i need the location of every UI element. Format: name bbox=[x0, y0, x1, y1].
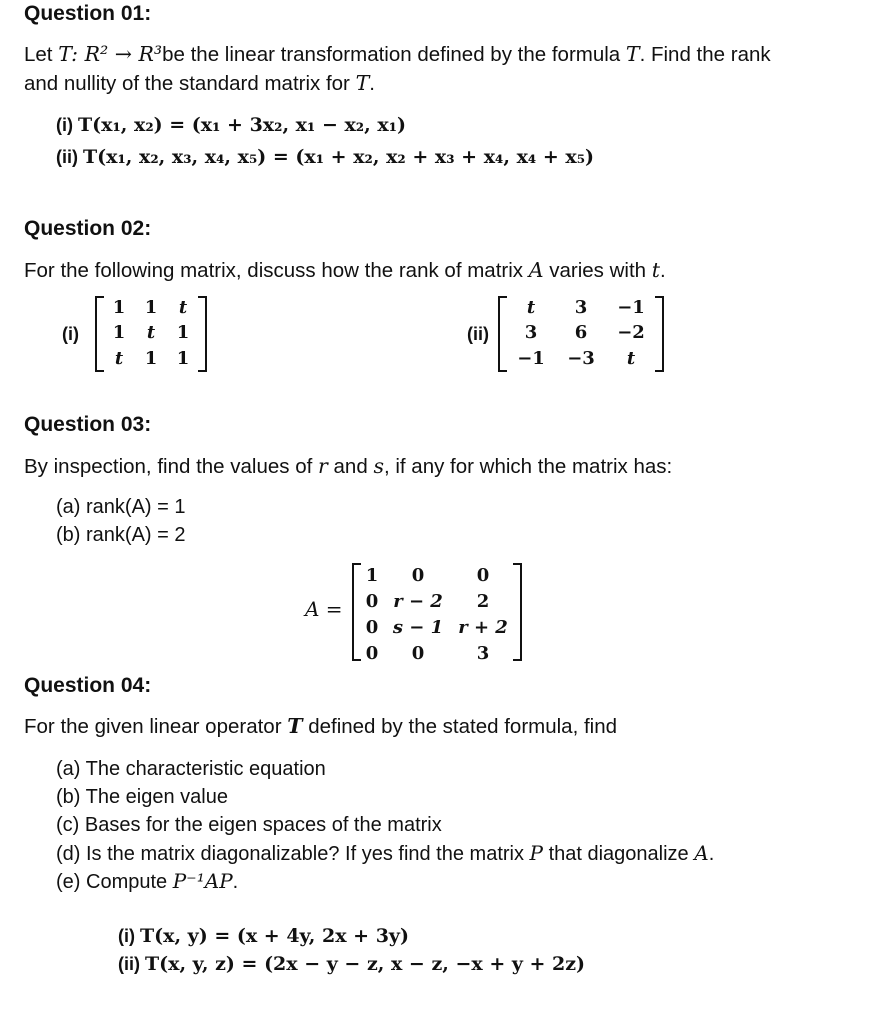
q3-matrix-cell-0-0: 1 bbox=[365, 565, 379, 586]
q3-matrix-cell-3-2: 3 bbox=[476, 643, 490, 664]
q1-text-line1 bbox=[24, 40, 771, 69]
q4-item-d-A: A bbox=[694, 841, 709, 865]
q4-formula-i bbox=[118, 925, 409, 947]
q1-text-T: T bbox=[58, 42, 72, 66]
q4-item-a: (a) The characteristic equation bbox=[56, 758, 326, 780]
q1-item-ii bbox=[56, 146, 594, 168]
q2-matrix-ii-cell-1-0: 3 bbox=[524, 322, 538, 344]
q4-formula-ii bbox=[118, 953, 585, 975]
q2-matrix-i-cell-1-0: 1 bbox=[112, 322, 126, 344]
q3-text-c: , if any for which the matrix has: bbox=[383, 455, 673, 478]
q3-matrix-cell-1-1: r − 2 bbox=[393, 591, 443, 612]
q4-item-d-P: P bbox=[529, 841, 544, 865]
q2-matrix-i bbox=[95, 296, 207, 372]
q2-matrix-i-cell-0-1: 1 bbox=[144, 297, 158, 318]
q3-text bbox=[24, 452, 672, 481]
q4-item-d-c: . bbox=[708, 843, 715, 865]
q3-matrix-cell-0-2: 0 bbox=[476, 565, 490, 586]
q2-matrix-ii bbox=[498, 296, 664, 372]
q1-item-ii-label: (ii) bbox=[56, 147, 83, 167]
q3-matrix-cell-3-0: 0 bbox=[365, 643, 379, 664]
q2-matrix-ii-cell-1-2: −2 bbox=[617, 322, 645, 344]
q2-text-t: t bbox=[651, 258, 661, 282]
q3-matrix-cell-1-0: 0 bbox=[365, 591, 379, 612]
q4-item-d bbox=[56, 839, 714, 868]
q2-matrix-ii-cell-0-1: 3 bbox=[574, 297, 588, 318]
q4-item-b: (b) The eigen value bbox=[56, 786, 228, 808]
q4-item-e-a: (e) Compute bbox=[56, 871, 173, 893]
q2-matrix-ii-cell-2-0: −1 bbox=[517, 347, 545, 369]
q3-heading: Question 03: bbox=[24, 413, 152, 436]
q3-matrix-cell-2-0: 0 bbox=[365, 617, 379, 638]
q3-matrix-cell-2-2: r + 2 bbox=[458, 617, 508, 638]
q2-text-A: A bbox=[528, 258, 544, 282]
q1-item-ii-formula: T(x₁, x₂, x₃, x₄, x₅) = (x₁ + x₂, x₂ + x₃ + x₄, x₄ + x₅) bbox=[83, 146, 595, 168]
q2-matrix-ii-cells bbox=[507, 296, 655, 372]
q4-item-d-a: (d) Is the matrix diagonalizable? If yes find the matrix bbox=[56, 843, 530, 865]
q2-label-ii: (ii) bbox=[467, 324, 489, 344]
q2-matrix-i-cell-1-1: t bbox=[146, 322, 156, 344]
q1-item-i bbox=[56, 114, 406, 136]
q4-formula-ii-text: T(x, y, z) = (2x − y − z, x − z, −x + y + 2z) bbox=[145, 953, 586, 975]
q3-matrix-right-bracket bbox=[513, 563, 522, 661]
q2-text-b: varies with bbox=[543, 259, 652, 282]
q1-item-i-label: (i) bbox=[56, 115, 78, 135]
q3-matrix-cell-2-1: s − 1 bbox=[392, 617, 444, 638]
q3-matrix-left-bracket bbox=[352, 563, 361, 661]
q2-matrix-ii-cell-2-1: −3 bbox=[567, 347, 595, 369]
q3-text-b: and bbox=[327, 455, 374, 478]
q4-formula-i-text: T(x, y) = (x + 4y, 2x + 3y) bbox=[140, 925, 409, 947]
q2-matrix-i-right-bracket bbox=[198, 296, 207, 372]
q2-matrix-ii-left-bracket bbox=[498, 296, 507, 372]
q2-text-a: For the following matrix, discuss how the rank of matrix bbox=[24, 259, 529, 282]
q2-label-i: (i) bbox=[62, 324, 79, 344]
q1-heading: Question 01: bbox=[24, 2, 152, 25]
q2-matrix-i-cell-0-2: t bbox=[178, 297, 188, 318]
q4-text-a: For the given linear operator bbox=[24, 715, 288, 738]
q3-matrix bbox=[352, 563, 522, 664]
q2-matrix-ii-cell-0-2: −1 bbox=[617, 297, 645, 318]
q1-text-map: : R² → R³ bbox=[71, 42, 163, 66]
q1-text-part2: be the linear transformation defined by the formula bbox=[162, 43, 626, 66]
q2-heading: Question 02: bbox=[24, 217, 152, 240]
q2-text bbox=[24, 256, 666, 285]
q4-item-e-expr: P⁻¹AP bbox=[172, 869, 233, 893]
q1-text-part3: . Find the rank bbox=[639, 43, 771, 66]
q2-matrix-ii-cell-1-1: 6 bbox=[574, 322, 588, 344]
q2-matrix-i-left-bracket bbox=[95, 296, 104, 372]
q2-matrix-i-cell-2-2: 1 bbox=[176, 347, 190, 369]
q2-matrix-i-cell-0-0: 1 bbox=[112, 297, 126, 318]
q3-item-a: (a) rank(A) = 1 bbox=[56, 496, 186, 518]
q1-text-part1: Let bbox=[24, 43, 59, 66]
q3-text-a: By inspection, find the values of bbox=[24, 455, 319, 478]
q1-text-line2-T: T bbox=[355, 71, 370, 95]
q4-item-c: (c) Bases for the eigen spaces of the matrix bbox=[56, 814, 442, 836]
q3-matrix-label: A = bbox=[305, 597, 343, 621]
q4-formula-i-label: (i) bbox=[118, 926, 140, 946]
q3-matrix-cells bbox=[361, 563, 513, 664]
q4-item-e-b: . bbox=[232, 871, 239, 893]
q1-text-line2 bbox=[24, 69, 375, 98]
q1-text-line2-b: . bbox=[369, 72, 375, 95]
q3-text-r: r bbox=[318, 454, 328, 478]
q1-text-line2-a: and nullity of the standard matrix for bbox=[24, 72, 356, 95]
q4-text-T: T bbox=[287, 714, 303, 738]
q2-matrix-i-cell-1-2: 1 bbox=[176, 322, 190, 344]
q3-item-b: (b) rank(A) = 2 bbox=[56, 524, 186, 546]
q4-text bbox=[24, 712, 617, 741]
q2-text-c: . bbox=[660, 259, 666, 282]
q4-item-e bbox=[56, 867, 238, 896]
q2-matrix-i-cells bbox=[104, 296, 198, 372]
q1-text-T2: T bbox=[625, 42, 640, 66]
q3-text-s: s bbox=[373, 454, 384, 478]
q4-text-b: defined by the stated formula, find bbox=[302, 715, 618, 738]
q3-matrix-cell-3-1: 0 bbox=[411, 643, 425, 664]
q2-matrix-ii-right-bracket bbox=[655, 296, 664, 372]
q2-matrix-ii-cell-0-0: t bbox=[526, 297, 536, 318]
q4-heading: Question 04: bbox=[24, 674, 152, 697]
q3-matrix-cell-1-2: 2 bbox=[476, 591, 490, 612]
q2-matrix-ii-cell-2-2: t bbox=[626, 347, 636, 369]
q1-item-i-formula: T(x₁, x₂) = (x₁ + 3x₂, x₁ − x₂, x₁) bbox=[78, 114, 407, 136]
q4-formula-ii-label: (ii) bbox=[118, 954, 145, 974]
q3-matrix-cell-0-1: 0 bbox=[411, 565, 425, 586]
q2-matrix-i-cell-2-0: t bbox=[114, 347, 124, 369]
q2-matrix-i-cell-2-1: 1 bbox=[144, 347, 158, 369]
q4-item-d-b: that diagonalize bbox=[543, 843, 695, 865]
